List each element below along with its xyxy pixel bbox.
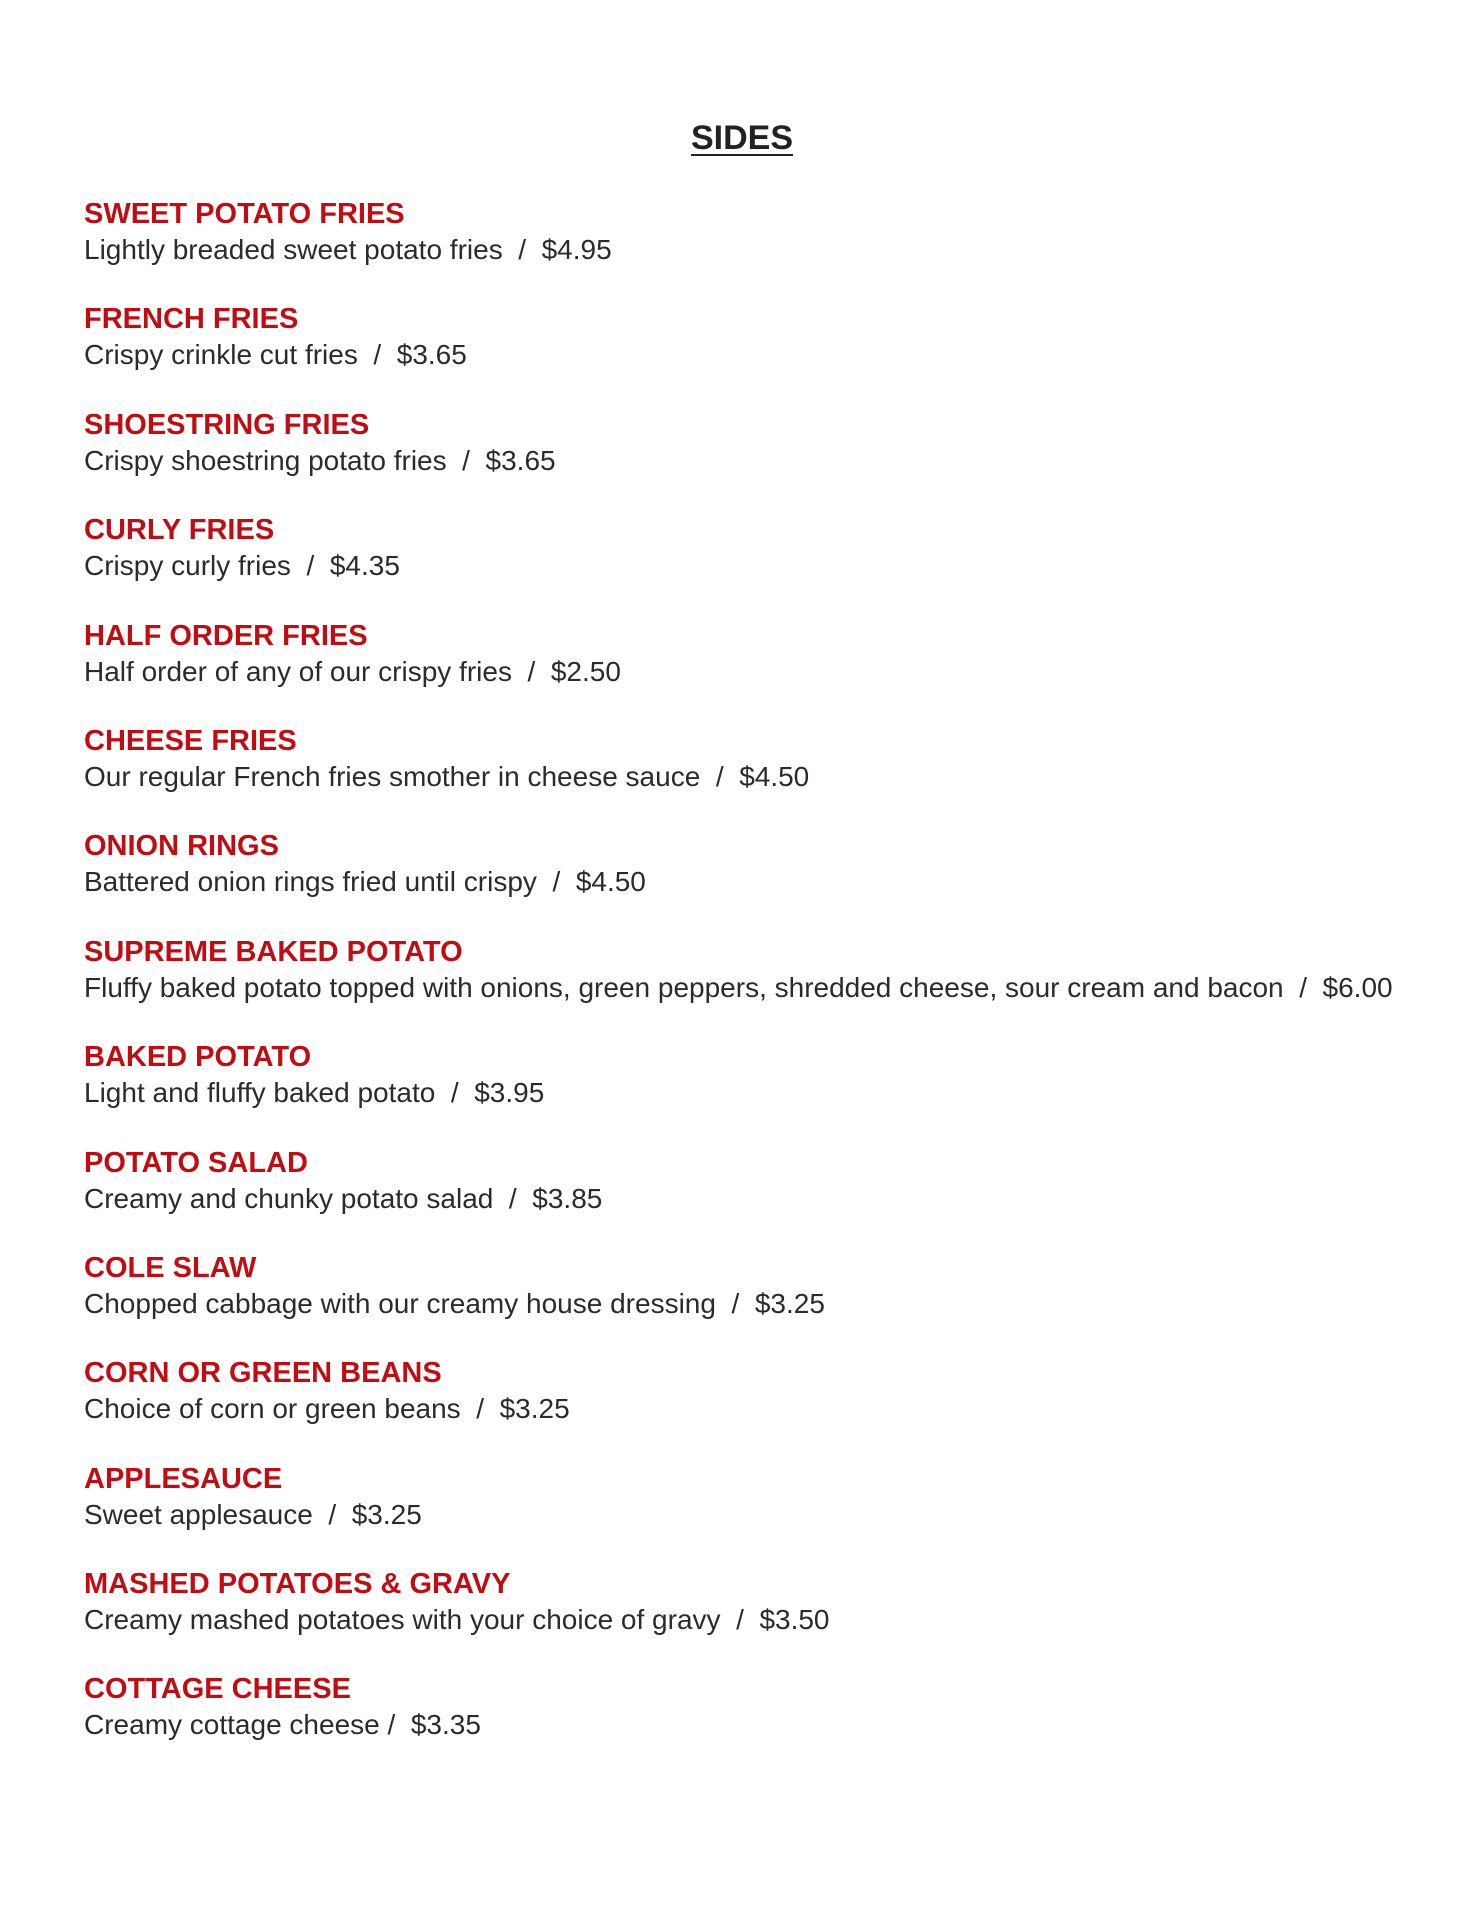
- description-text: Crispy crinkle cut fries: [84, 339, 358, 371]
- item-price: $3.65: [396, 339, 467, 371]
- price-separator: /: [508, 1182, 517, 1214]
- price-separator: /: [373, 339, 382, 371]
- description-text: Crispy curly fries: [84, 550, 291, 582]
- item-description: [84, 654, 1424, 689]
- menu-item-cottage-cheese: [84, 1671, 1424, 1776]
- item-price: $6.00: [1322, 971, 1393, 1003]
- description-text: Creamy and chunky potato salad: [84, 1182, 494, 1214]
- item-description: [84, 970, 1424, 1005]
- menu-item-corn-or-green-beans: [84, 1355, 1424, 1460]
- item-name: BAKED POTATO: [84, 1041, 312, 1074]
- description-text: Choice of corn or green beans: [84, 1393, 461, 1425]
- price-separator: /: [736, 1604, 744, 1636]
- description-text: Creamy cottage cheese: [84, 1709, 380, 1741]
- item-price: $3.65: [485, 444, 556, 476]
- item-name: HALF ORDER FRIES: [84, 619, 368, 652]
- item-name: FRENCH FRIES: [84, 303, 299, 336]
- item-description: [84, 232, 1424, 267]
- item-description: [84, 1181, 1424, 1216]
- description-text: Our regular French fries smother in cheese sauce: [84, 760, 701, 792]
- item-description: [84, 1707, 1424, 1742]
- item-price: $3.25: [351, 1498, 422, 1530]
- item-name: POTATO SALAD: [84, 1146, 308, 1179]
- description-text: Sweet applesauce: [84, 1498, 313, 1530]
- menu-item-shoestring-fries: [84, 407, 1424, 512]
- price-separator: /: [552, 866, 561, 898]
- price-separator: /: [518, 234, 527, 265]
- item-price: $3.50: [759, 1604, 830, 1636]
- item-name: SHOESTRING FRIES: [84, 408, 370, 441]
- item-description: [84, 337, 1424, 372]
- item-price: $3.95: [474, 1077, 545, 1109]
- menu-list: [84, 196, 1424, 1777]
- item-name: CORN OR GREEN BEANS: [84, 1357, 442, 1390]
- item-price: $2.50: [550, 655, 621, 687]
- item-description: [84, 1497, 1424, 1532]
- item-description: [84, 443, 1424, 478]
- menu-item-potato-salad: [84, 1145, 1424, 1250]
- item-description: [84, 759, 1424, 794]
- item-name: COTTAGE CHEESE: [84, 1673, 351, 1706]
- menu-item-cheese-fries: [84, 723, 1424, 828]
- menu-item-onion-rings: [84, 828, 1424, 933]
- price-separator: /: [527, 655, 536, 687]
- item-description: [84, 548, 1424, 583]
- item-name: ONION RINGS: [84, 830, 279, 863]
- price-separator: /: [476, 1393, 485, 1425]
- item-name: CURLY FRIES: [84, 514, 275, 547]
- description-text: Lightly breaded sweet potato fries: [84, 234, 503, 265]
- description-text: Chopped cabbage with our creamy house dressing: [84, 1287, 716, 1319]
- price-separator: /: [731, 1287, 740, 1319]
- description-text: Battered onion rings fried until crispy: [84, 866, 537, 898]
- price-separator: /: [1299, 971, 1307, 1003]
- item-price: $4.35: [329, 550, 400, 582]
- description-text: Fluffy baked potato topped with onions, green peppers, shredded cheese, sour cream and bacon: [84, 971, 1284, 1003]
- menu-item-sweet-potato-fries: [84, 196, 1424, 301]
- item-price: $3.25: [499, 1393, 570, 1425]
- item-name: SUPREME BAKED POTATO: [84, 935, 463, 968]
- item-description: [84, 1286, 1424, 1321]
- item-price: $4.50: [739, 760, 810, 792]
- item-price: $3.35: [410, 1709, 481, 1741]
- price-separator: /: [450, 1077, 459, 1109]
- menu-item-supreme-baked-potato: [84, 934, 1424, 1039]
- item-price: $3.85: [532, 1182, 603, 1214]
- price-separator: /: [462, 444, 470, 476]
- page-title: SIDES: [690, 119, 794, 157]
- menu-item-applesauce: [84, 1461, 1424, 1566]
- menu-item-french-fries: [84, 301, 1424, 406]
- description-text: Crispy shoestring potato fries: [84, 444, 447, 476]
- menu-item-curly-fries: [84, 512, 1424, 617]
- item-price: $4.50: [575, 866, 646, 898]
- item-price: $4.95: [541, 234, 612, 265]
- price-separator: /: [715, 760, 724, 792]
- description-text: Half order of any of our crispy fries: [84, 655, 512, 687]
- item-name: CHEESE FRIES: [84, 724, 297, 757]
- item-name: SWEET POTATO FRIES: [84, 198, 405, 230]
- menu-item-cole-slaw: [84, 1250, 1424, 1355]
- description-text: Light and fluffy baked potato: [84, 1077, 436, 1109]
- price-separator: /: [328, 1498, 337, 1530]
- item-price: $3.25: [754, 1287, 825, 1319]
- item-name: APPLESAUCE: [84, 1462, 283, 1495]
- menu-item-baked-potato: [84, 1039, 1424, 1144]
- price-separator: /: [387, 1709, 396, 1741]
- description-text: Creamy mashed potatoes with your choice of gravy: [84, 1604, 721, 1636]
- item-description: [84, 1602, 1424, 1637]
- item-description: [84, 864, 1424, 899]
- item-name: COLE SLAW: [84, 1251, 257, 1284]
- item-description: [84, 1075, 1424, 1110]
- menu-item-mashed-potatoes-gravy: [84, 1566, 1424, 1671]
- menu-item-half-order-fries: [84, 618, 1424, 723]
- price-separator: /: [306, 550, 315, 582]
- item-description: [84, 1391, 1424, 1426]
- item-name: MASHED POTATOES & GRAVY: [84, 1568, 511, 1601]
